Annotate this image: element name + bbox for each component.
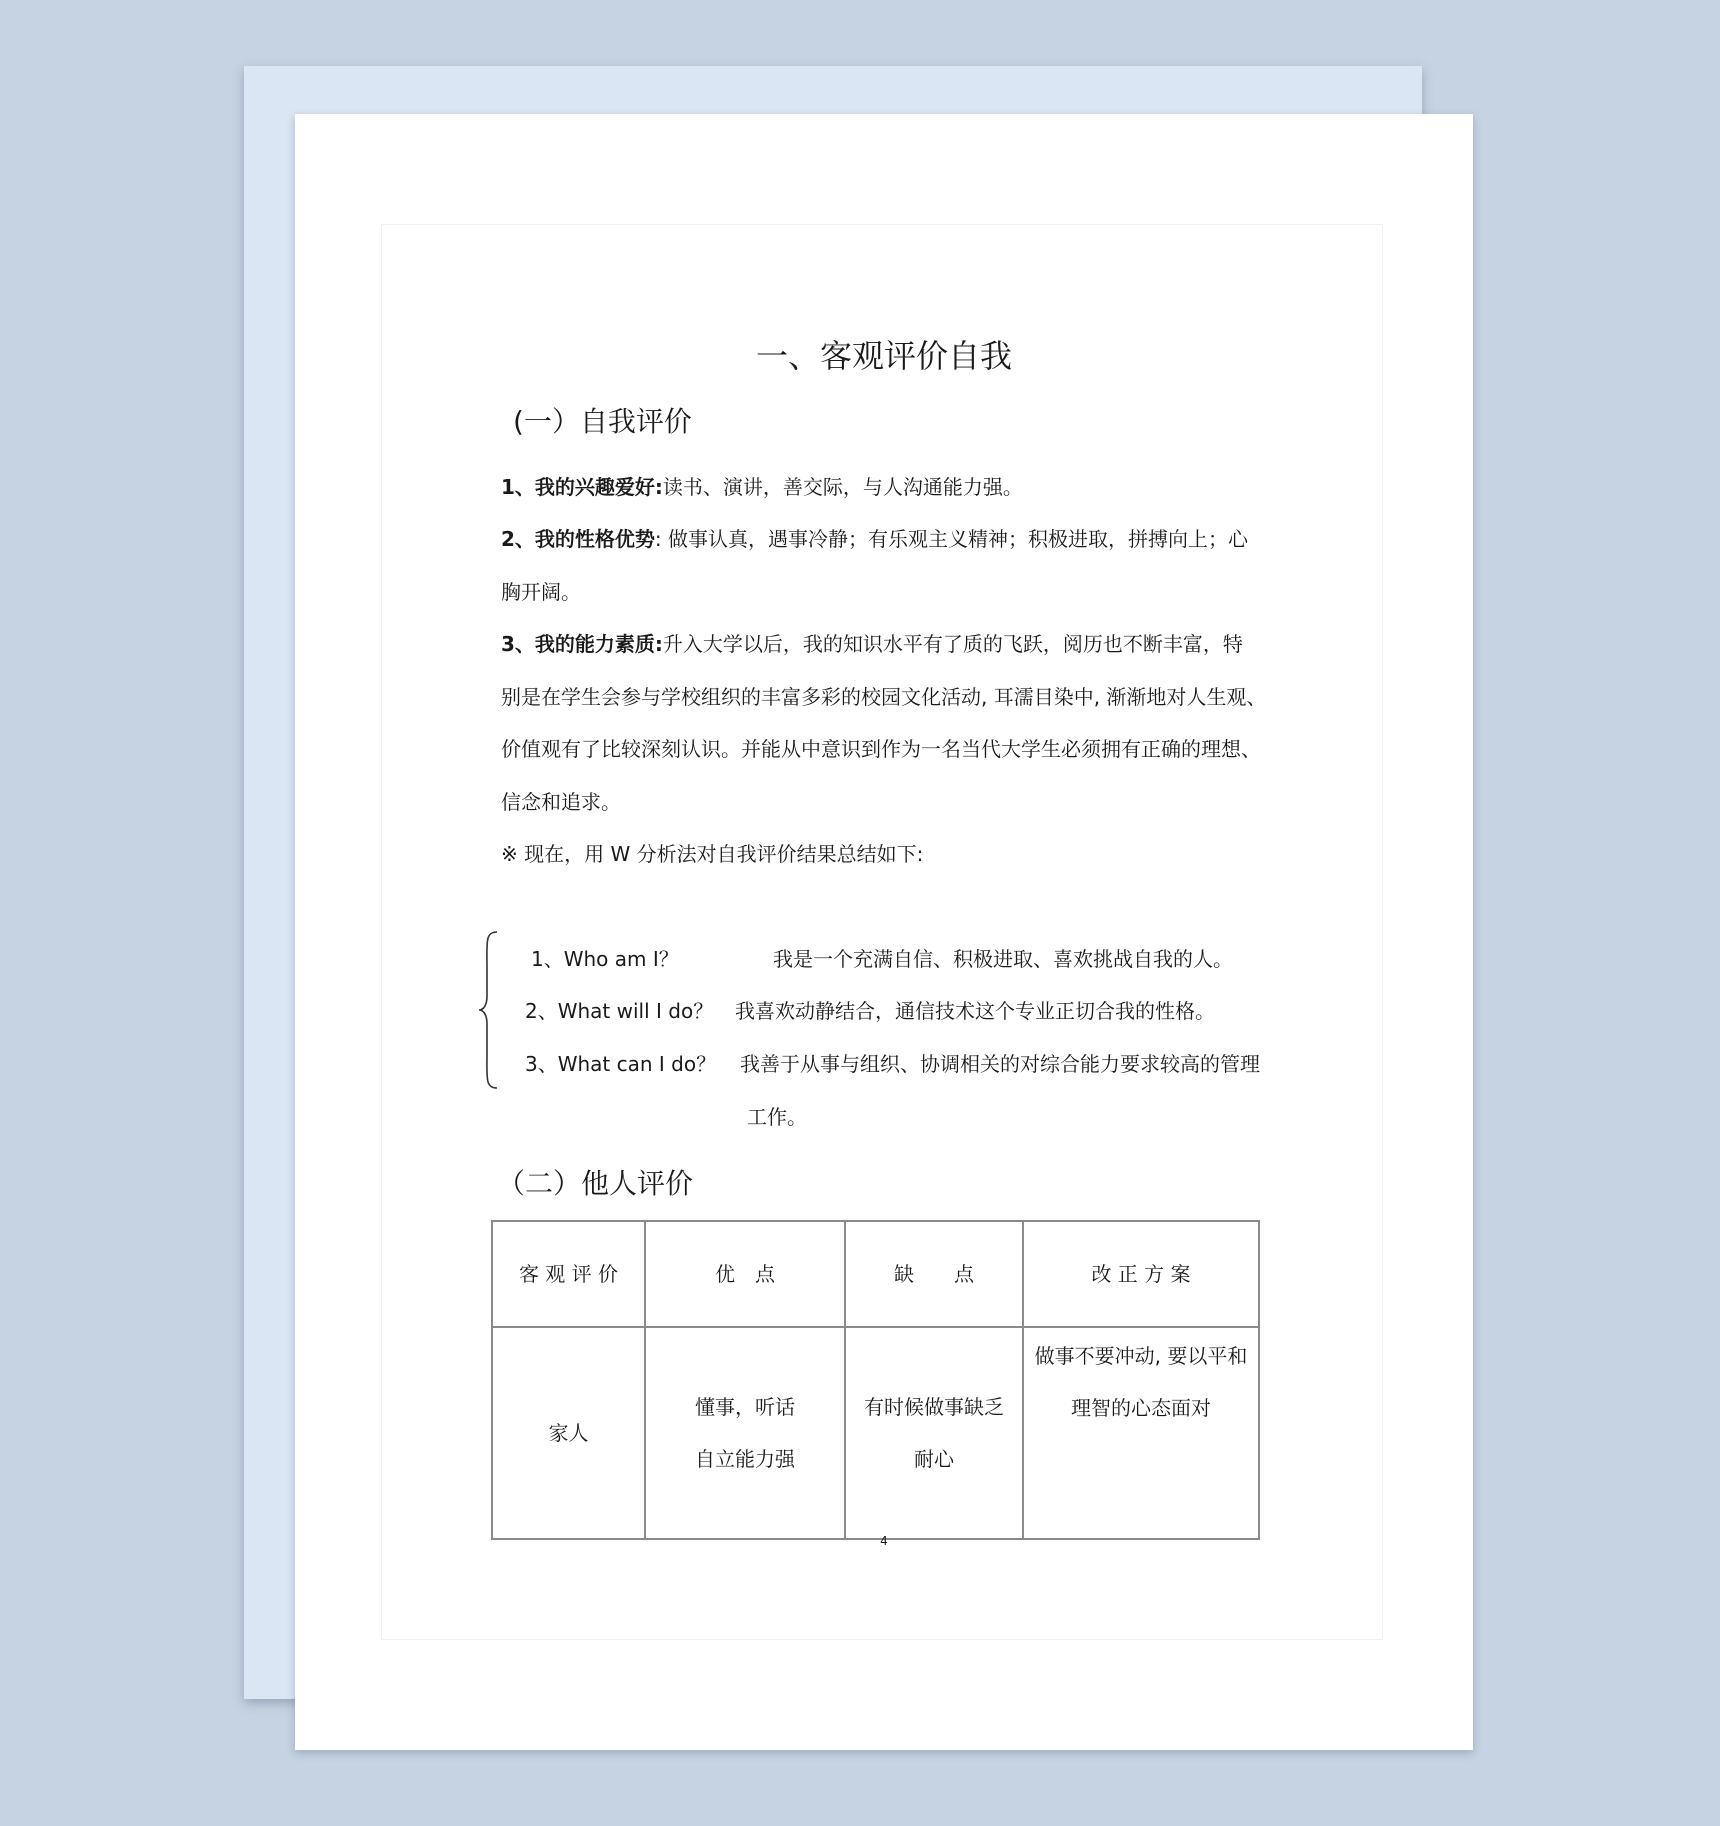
interests-paragraph [501,474,1023,500]
interests-label: 1、我的兴趣爱好: [501,475,663,499]
table-header-row [492,1221,1259,1327]
interests-text: 读书、演讲，善交际，与人沟通能力强。 [662,475,1023,499]
header-cell: 缺 点 [845,1221,1023,1327]
peer-evaluation-table [491,1220,1260,1540]
w-answer-1: 我是一个充满自信、积极进取、喜欢挑战自我的人。 [773,947,1233,971]
personality-label: 2、我的性格优势 [501,527,655,551]
table-row [492,1327,1259,1539]
improvement-plan-cell [1023,1327,1259,1539]
merit-line: 懂事，听话 [695,1395,795,1419]
ability-paragraph-line1 [501,631,1243,657]
personality-text: : 做事认真，遇事冷静；有乐观主义精神；积极进取，拼搏向上；心 [654,527,1249,551]
w-answer-3-continued: 工作。 [747,1105,807,1129]
personality-paragraph-line1 [501,526,1248,552]
evaluator-cell: 家人 [492,1327,645,1539]
w-question-1: 1、Who am I？ [531,947,679,971]
merits-cell [645,1327,845,1539]
section2-heading: （二）他人评价 [497,1167,694,1200]
w-question-2: 2、What will I do？ [525,999,714,1023]
merit-line: 自立能力强 [695,1447,795,1471]
w-answer-3: 我善于从事与组织、协调相关的对综合能力要求较高的管理 [740,1052,1260,1076]
plan-line: 做事不要冲动, 要以平和 [1034,1344,1248,1368]
personality-paragraph-line2: 胸开阔。 [501,580,581,604]
header-cell: 客 观 评 价 [492,1221,645,1327]
header-cell: 优 点 [645,1221,845,1327]
ability-label: 3、我的能力素质: [501,632,663,656]
document-page [295,114,1473,1750]
w-answer-2: 我喜欢动静结合，通信技术这个专业正切合我的性格。 [735,999,1215,1023]
shortcoming-line: 耐心 [914,1447,954,1471]
page-number: 4 [880,1534,888,1548]
curly-brace-icon [477,930,501,1090]
ability-paragraph-line3: 价值观有了比较深刻认识。并能从中意识到作为一名当代大学生必须拥有正确的理想、 [501,737,1261,761]
section1-heading: (一）自我评价 [513,405,692,438]
shortcoming-line: 有时候做事缺乏 [864,1395,1004,1419]
ability-text: 升入大学以后，我的知识水平有了质的飞跃，阅历也不断丰富，特 [662,632,1243,656]
ability-paragraph-line2: 别是在学生会参与学校组织的丰富多彩的校园文化活动, 耳濡目染中, 渐渐地对人生观、 [501,685,1267,709]
header-cell: 改 正 方 案 [1023,1221,1259,1327]
ability-paragraph-line4: 信念和追求。 [501,790,621,814]
summary-note: ※ 现在，用 W 分析法对自我评价结果总结如下: [501,842,924,866]
w-question-3: 3、What can I do？ [525,1052,717,1076]
shortcomings-cell [845,1327,1023,1539]
plan-line: 理智的心态面对 [1071,1396,1211,1420]
page-title: 一、客观评价自我 [755,337,1012,375]
